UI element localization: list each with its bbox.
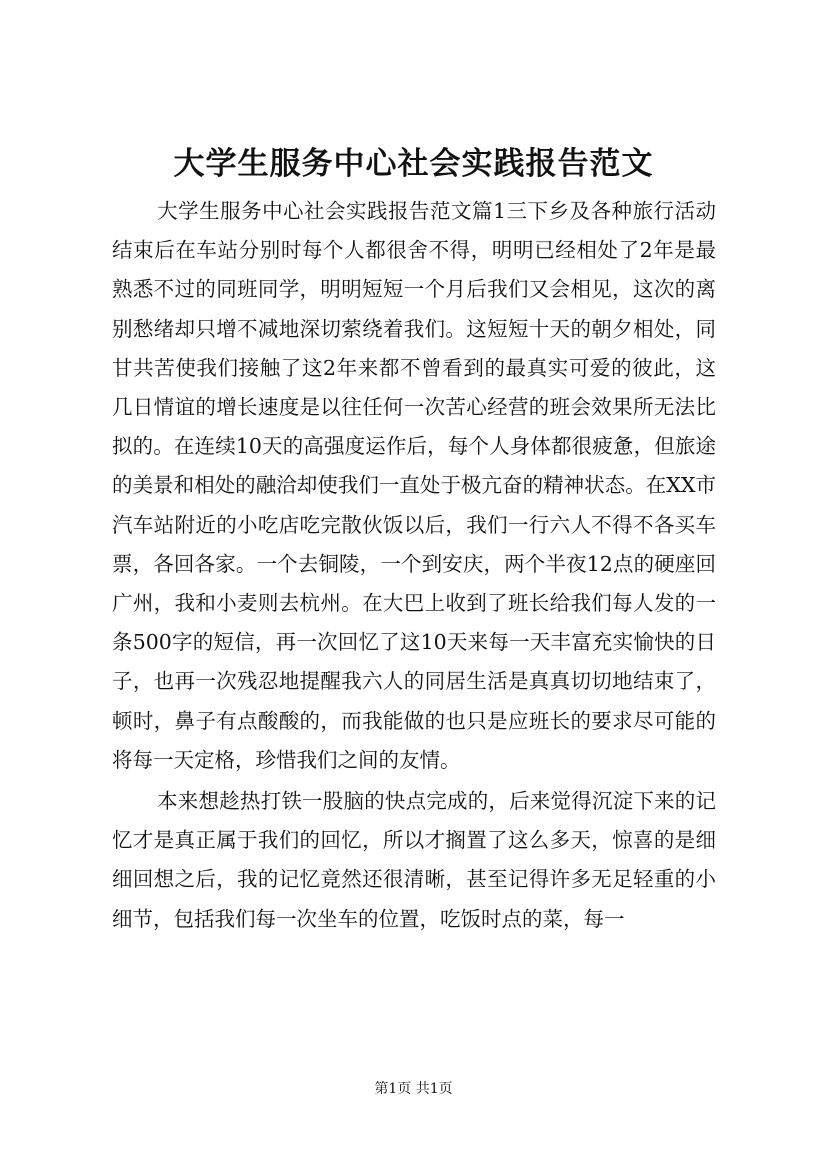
page-footer: 第1页 共1页 [374,1081,453,1097]
paragraph-2: 本来想趁热打铁一股脑的快点完成的，后来觉得沉淀下来的记忆才是真正属于我们的回忆，所以才搁置了这么多天，惊喜的是细细回想之后，我的记忆竟然还很清晰，甚至记得许多无足轻重的小细节，包括我们每一次坐车的位置，吃饭时点的菜，每一 [112,789,716,931]
paragraph-1: 大学生服务中心社会实践报告范文篇1三下乡及各种旅行活动结束后在车站分别时每个人都很舍不得，明明已经相处了2年是最熟悉不过的同班同学，明明短短一个月后我们又会相见，这次的离别愁绪却只增不减地深切萦绕着我们。这短短十天的朝夕相处，同甘共苦使我们接触了这2年来都不曾看到的最真实可爱的彼此，这几日情谊的增长速度是以往任何一次苦心经营的班会效果所无法比拟的。在连续10天的高强度运作后，每个人身体都很疲惫，但旅途的美景和相处的融洽却使我们一直处于极亢奋的精神状态。在XX市汽车站附近的小吃店吃完散伙饭以后，我们一行六人不得不各买车票，各回各家。一个去铜陵，一个到安庆，两个半夜12点的硬座回广州，我和小麦则去杭州。在大巴上收到了班长给我们每人发的一条500字的短信，再一次回忆了这10天来每一天丰富充实愉快的日子，也再一次残忍地提醒我六人的同居生活是真真切切地结束了，顿时，鼻子有点酸酸的，而我能做的也只是应班长的要求尽可能的将每一天定格，珍惜我们之间的友情。 [112,199,716,772]
document-title: 大学生服务中心社会实践报告范文 [173,146,654,182]
document-body [112,192,716,939]
